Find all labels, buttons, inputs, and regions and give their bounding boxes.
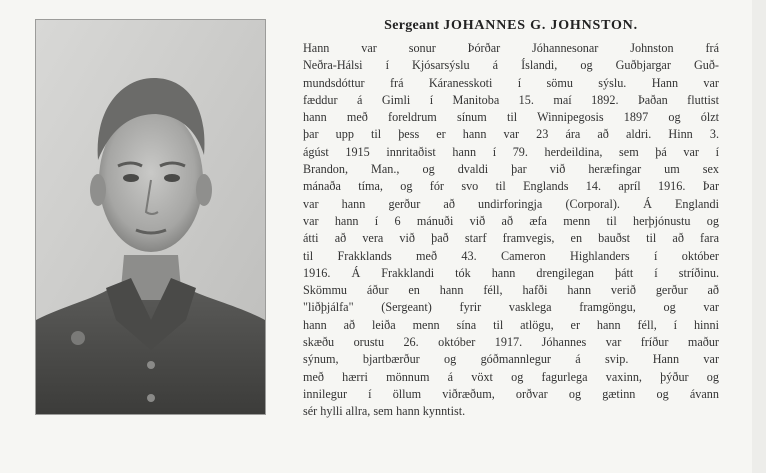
body-line: sér hylli allra, sem hann kynntist. [303, 404, 466, 419]
body-line: "liðþjálfa" (Sergeant) fyrir vasklega framgöngu, og var [303, 300, 719, 315]
body-line: Skömmu áður en hann féll, hafði hann verið gerður að [303, 283, 719, 298]
body-line: þar upp til þess er hann var 23 ára að aldri. Hinn 3. [303, 127, 719, 142]
body-line: mánaða tíma, og fór svo til Englands 14. apríl 1916. Þar [303, 179, 719, 194]
portrait-photo [35, 19, 266, 415]
title-rank: Sergeant [384, 18, 440, 33]
body-line: fæddur á Gimli í Manitoba 15. maí 1892. Þaðan fluttist [303, 92, 719, 107]
body-line: með hærri mönnum á vöxt og fagurlega vaxinn, þýður og [303, 369, 719, 384]
body-line: sýnum, bjartbærður og góðmannlegur á svip. Hann var [303, 352, 719, 367]
article-title [303, 18, 719, 34]
body-line: Hann var sonur Þórðar Jóhannesonar Johnston frá [303, 41, 719, 55]
body-line: ágúst 1915 innritaðist hann í 79. herdeildina, sem þá var í [303, 144, 719, 159]
body-line: 1916. Á Frakklandi tók hann drengilegan þátt í stríðinu. [303, 265, 719, 280]
body-line: hann að leiða menn sína til atlögu, er hann féll, í hinni [303, 317, 719, 332]
body-line: átti að vera við það starf framvegis, en bauðst til að fara [303, 231, 719, 246]
body-line: Brandon, Man., og dvaldi þar við heræfingar um sex [303, 162, 719, 177]
body-line: skæðu orustu 26. október 1917. Jóhannes var fríður maður [303, 335, 719, 350]
biography-article [303, 18, 719, 421]
body-line: hann með foreldrum sínum til Winnipegosis 1897 og ólzt [303, 110, 719, 125]
body-line: var hann í 6 mánuði við að æfa menn til herþjónustu og [303, 213, 719, 228]
article-body [303, 40, 719, 421]
body-line: mundsdóttur frá Káranesskoti í sömu sýslu. Hann var [303, 75, 719, 90]
body-line: Neðra-Hálsi í Kjósarsýslu á Íslandi, og Guðbjargar Guð- [303, 58, 719, 73]
body-line: var hann gerður að undirforingja (Corporal). Á Englandi [303, 196, 719, 211]
title-name: JOHANNES G. JOHNSTON. [443, 18, 638, 33]
body-line: til Frakklands með 43. Cameron Highlanders í október [303, 248, 719, 263]
page-edge-shadow [752, 0, 766, 473]
body-line: innilegur í öllum viðræðum, orðvar og gætinn og ávann [303, 386, 719, 401]
